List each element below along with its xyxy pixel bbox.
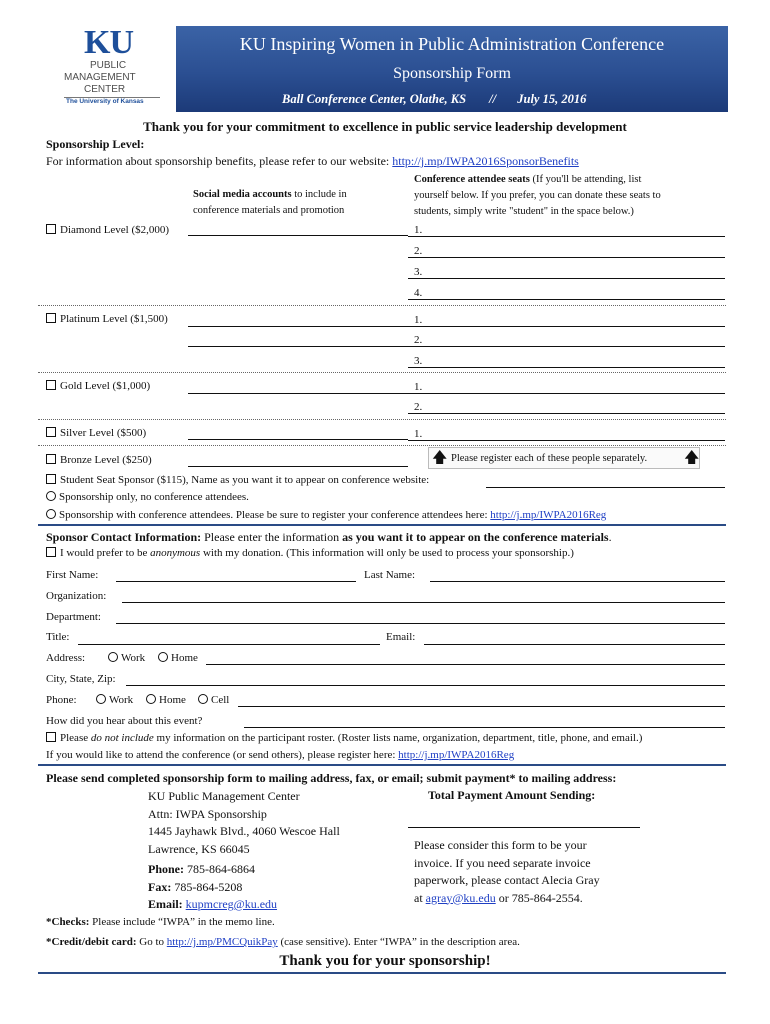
- city-label: City, State, Zip:: [46, 673, 116, 685]
- invoice-line-1: Please consider this form to be your: [414, 838, 587, 852]
- department-label: Department:: [46, 611, 101, 623]
- diamond-seat-2-field[interactable]: [408, 257, 725, 258]
- checkbox-icon[interactable]: [46, 732, 56, 742]
- silver-seat-1: 1.: [414, 428, 423, 440]
- event-date: July 15, 2016: [517, 92, 587, 106]
- email-label: Email:: [148, 897, 183, 911]
- address-field[interactable]: [206, 664, 725, 665]
- separator: //: [489, 92, 497, 106]
- roster-post: my information on the participant roster. (Roster lists name, organization, department, title, phone, and email.): [153, 732, 643, 744]
- gold-seat-1: 1.: [414, 381, 423, 393]
- section-divider: [38, 764, 726, 766]
- conference-title: KU Inspiring Women in Public Administration Conference: [239, 34, 665, 54]
- benefits-link[interactable]: http://j.mp/IWPA2016SponsorBenefits: [392, 154, 579, 168]
- seats-rest: (If you'll be attending, list: [529, 174, 642, 185]
- arrow-up-icon: 🡅: [432, 450, 448, 466]
- gold-label: Gold Level ($1,000): [60, 380, 151, 392]
- address-work-option[interactable]: [108, 652, 145, 664]
- silver-label: Silver Level ($500): [60, 427, 147, 439]
- diamond-seat-4: 4.: [414, 287, 423, 299]
- gold-seat-2: 2.: [414, 401, 423, 413]
- address-label: Address:: [46, 652, 86, 664]
- checkbox-icon[interactable]: [46, 380, 56, 390]
- bronze-note: Please register each of these people separately.: [451, 453, 648, 464]
- platinum-seat-1: 1.: [414, 314, 423, 326]
- anon-pre: I would prefer to be: [60, 547, 151, 559]
- checkbox-icon[interactable]: [46, 474, 56, 484]
- bronze-option[interactable]: [46, 454, 152, 466]
- platinum-social-field-1[interactable]: [188, 326, 408, 327]
- contact-heading-mid: Please enter the information: [201, 530, 343, 544]
- seats-bold: Conference attendee seats: [414, 174, 530, 185]
- total-payment-label: Total Payment Amount Sending:: [428, 788, 596, 802]
- social-media-bold: Social media accounts: [193, 189, 292, 200]
- work-label: Work: [109, 694, 134, 706]
- bottom-divider: [38, 972, 726, 974]
- seats-line3: students, simply write "student" in the space below.): [414, 206, 634, 217]
- seats-line2: yourself below. If you prefer, you can donate these seats to: [414, 190, 661, 201]
- quikpay-link[interactable]: http://j.mp/PMCQuikPay: [166, 936, 278, 948]
- benefits-text: For information about sponsorship benefits, please refer to our website:: [46, 154, 393, 168]
- divider: [38, 372, 726, 373]
- bronze-note-box: [428, 447, 700, 469]
- radio-icon[interactable]: [146, 694, 156, 704]
- radio-icon[interactable]: [198, 694, 208, 704]
- social-media-line2: conference materials and promotion: [193, 205, 345, 216]
- phone-work-option[interactable]: [96, 694, 133, 706]
- final-thanks: Thank you for your sponsorship!: [279, 953, 491, 969]
- checkbox-icon[interactable]: [46, 427, 56, 437]
- phone-home-option[interactable]: [146, 694, 186, 706]
- diamond-seat-2: 2.: [414, 245, 423, 257]
- silver-option[interactable]: [46, 427, 146, 439]
- arrow-up-icon: 🡅: [684, 450, 700, 466]
- platinum-seat-3: 3.: [414, 355, 423, 367]
- gold-seat-2-field[interactable]: [408, 413, 725, 414]
- platinum-option[interactable]: [46, 313, 168, 325]
- platinum-label: Platinum Level ($1,500): [60, 313, 168, 325]
- total-payment-field[interactable]: [408, 827, 640, 828]
- platinum-seat-3-field[interactable]: [408, 367, 725, 368]
- credit-post: (case sensitive). Enter “IWPA” in the description area.: [277, 936, 520, 948]
- address-line-4: Lawrence, KS 66045: [148, 841, 250, 856]
- anonymous-option[interactable]: [46, 547, 574, 559]
- roster-pre: Please: [60, 732, 91, 744]
- sponsorship-level-heading: Sponsorship Level:: [46, 137, 145, 151]
- invoice-email-link[interactable]: agray@ku.edu: [425, 890, 496, 905]
- attendee-seats-heading: [414, 172, 661, 220]
- gold-seat-1-field[interactable]: [408, 393, 725, 394]
- social-media-rest: to include in: [291, 189, 347, 200]
- checkbox-icon[interactable]: [46, 313, 56, 323]
- register-link[interactable]: http://j.mp/IWPA2016Reg: [490, 509, 607, 521]
- organization-label: Organization:: [46, 590, 107, 602]
- address-line-1: KU Public Management Center: [148, 789, 300, 803]
- mailing-fax: [148, 879, 277, 897]
- department-field[interactable]: [116, 623, 725, 624]
- mailing-address: [148, 788, 340, 858]
- radio-icon[interactable]: [46, 491, 56, 501]
- attend-register-link[interactable]: http://j.mp/IWPA2016Reg: [398, 749, 515, 761]
- diamond-seat-3-field[interactable]: [408, 278, 725, 279]
- radio-icon[interactable]: [108, 652, 118, 662]
- thank-you-heading: Thank you for your commitment to excellence in public service leadership development: [143, 119, 627, 134]
- attend-text: If you would like to attend the conference (or send others), please register here:: [46, 749, 399, 761]
- title-field[interactable]: [78, 644, 380, 645]
- radio-icon[interactable]: [46, 509, 56, 519]
- roster-option[interactable]: [46, 732, 642, 744]
- email-label: Email:: [386, 631, 416, 643]
- fax-value: 785-864-5208: [171, 879, 243, 894]
- header-banner: [176, 26, 728, 112]
- anon-post: with my donation. (This information will only be used to process your sponsorship.): [200, 547, 574, 559]
- cell-label: Cell: [211, 694, 230, 706]
- platinum-seat-2-field[interactable]: [408, 346, 725, 347]
- credit-label: *Credit/debit card:: [46, 936, 137, 948]
- gold-option[interactable]: [46, 380, 150, 392]
- location: Ball Conference Center, Olathe, KS: [282, 92, 467, 106]
- ku-pmc-logo: [60, 26, 164, 108]
- divider: [38, 305, 726, 306]
- logo-line1: PUBLIC: [90, 60, 127, 71]
- contact-heading: [46, 530, 612, 545]
- mailing-email: [148, 896, 277, 914]
- bronze-social-field[interactable]: [188, 466, 408, 467]
- email-field[interactable]: [424, 644, 725, 645]
- address-home-option[interactable]: [158, 652, 198, 664]
- checkbox-icon[interactable]: [46, 224, 56, 234]
- benefits-info: [46, 154, 579, 169]
- logo-line4: The University of Kansas: [66, 98, 144, 105]
- diamond-seat-3: 3.: [414, 266, 423, 278]
- checkbox-icon[interactable]: [46, 547, 56, 557]
- home-label: Home: [171, 652, 198, 664]
- silver-social-field[interactable]: [188, 439, 408, 440]
- phone-value: 785-864-6864: [184, 862, 255, 876]
- sponsorship-only-label: Sponsorship only, no conference attendees.: [59, 491, 249, 503]
- credit-note: [46, 936, 520, 948]
- diamond-seat-1-field[interactable]: [408, 236, 725, 237]
- radio-icon[interactable]: [158, 652, 168, 662]
- phone-label: Phone:: [148, 862, 184, 876]
- address-line-2: Attn: IWPA Sponsorship: [148, 806, 267, 821]
- fax-label: Fax:: [148, 879, 172, 894]
- phone-label: Phone:: [46, 694, 77, 706]
- bronze-label: Bronze Level ($250): [60, 454, 152, 466]
- checks-label: *Checks:: [46, 916, 90, 928]
- anon-em: anonymous: [150, 547, 201, 559]
- diamond-seat-1: 1.: [414, 224, 423, 236]
- organization-field[interactable]: [122, 602, 725, 603]
- first-name-field[interactable]: [116, 581, 356, 582]
- student-sponsor-option[interactable]: [46, 474, 429, 486]
- section-divider: [38, 524, 726, 526]
- checks-text: Please include “IWPA” in the memo line.: [89, 916, 275, 928]
- mailing-heading: Please send completed sponsorship form to mailing address, fax, or email; submit payment* to mailing address:: [46, 771, 617, 785]
- platinum-seat-1-field[interactable]: [408, 326, 725, 327]
- hear-label: How did you hear about this event?: [46, 715, 203, 727]
- home-label: Home: [159, 694, 186, 706]
- roster-em: do not include: [90, 732, 154, 744]
- logo-line2: MANAGEMENT: [64, 72, 136, 83]
- first-name-label: First Name:: [46, 569, 99, 581]
- sponsorship-with-option[interactable]: [46, 509, 606, 521]
- attend-register: [46, 749, 514, 761]
- contact-heading-end: .: [608, 530, 612, 544]
- phone-field[interactable]: [238, 706, 725, 707]
- invoice-line-4: [414, 890, 600, 908]
- last-name-label: Last Name:: [364, 569, 416, 581]
- diamond-option[interactable]: [46, 224, 169, 236]
- phone-cell-option[interactable]: [198, 694, 229, 706]
- last-name-field[interactable]: [430, 581, 725, 582]
- title-label: Title:: [46, 631, 70, 643]
- gold-social-field[interactable]: [188, 393, 408, 394]
- platinum-seat-2: 2.: [414, 334, 423, 346]
- sponsorship-with-label: Sponsorship with conference attendees. Please be sure to register your conference attendees here:: [59, 509, 491, 521]
- form-subtitle: Sponsorship Form: [393, 65, 511, 82]
- student-sponsor-label: Student Seat Sponsor ($115), Name as you want it to appear on conference website:: [60, 474, 430, 486]
- address-line-3: 1445 Jayhawk Blvd., 4060 Wescoe Hall: [148, 824, 340, 838]
- city-field[interactable]: [126, 685, 725, 686]
- email-link[interactable]: kupmcreg@ku.edu: [185, 897, 278, 911]
- platinum-social-field-2[interactable]: [188, 346, 408, 347]
- work-label: Work: [121, 652, 146, 664]
- silver-seat-1-field[interactable]: [408, 440, 725, 441]
- invoice-pre: at: [414, 890, 426, 905]
- invoice-note: [414, 837, 600, 907]
- checks-note: [46, 916, 275, 928]
- sponsorship-only-option[interactable]: [46, 491, 249, 503]
- diamond-seat-4-field[interactable]: [408, 299, 725, 300]
- student-sponsor-field[interactable]: [486, 487, 725, 488]
- divider: [38, 445, 726, 446]
- invoice-post: or 785-864-2554.: [495, 890, 583, 905]
- checkbox-icon[interactable]: [46, 454, 56, 464]
- diamond-label: Diamond Level ($2,000): [60, 224, 170, 236]
- location-date: [282, 92, 586, 107]
- social-media-heading: [193, 187, 347, 219]
- radio-icon[interactable]: [96, 694, 106, 704]
- logo-line3: CENTER: [84, 84, 126, 95]
- diamond-social-field[interactable]: [188, 235, 408, 236]
- mailing-phone: [148, 861, 277, 879]
- contact-heading-bold: as you want it to appear on the conference materials: [342, 530, 609, 544]
- invoice-line-2: invoice. If you need separate invoice: [414, 855, 591, 870]
- credit-pre: Go to: [136, 936, 167, 948]
- invoice-line-3: paperwork, please contact Alecia Gray: [414, 873, 600, 887]
- hear-field[interactable]: [244, 727, 725, 728]
- mailing-contacts: [148, 861, 277, 914]
- divider: [38, 419, 726, 420]
- logo-ku: KU: [84, 24, 133, 61]
- contact-heading-label: Sponsor Contact Information:: [46, 530, 202, 544]
